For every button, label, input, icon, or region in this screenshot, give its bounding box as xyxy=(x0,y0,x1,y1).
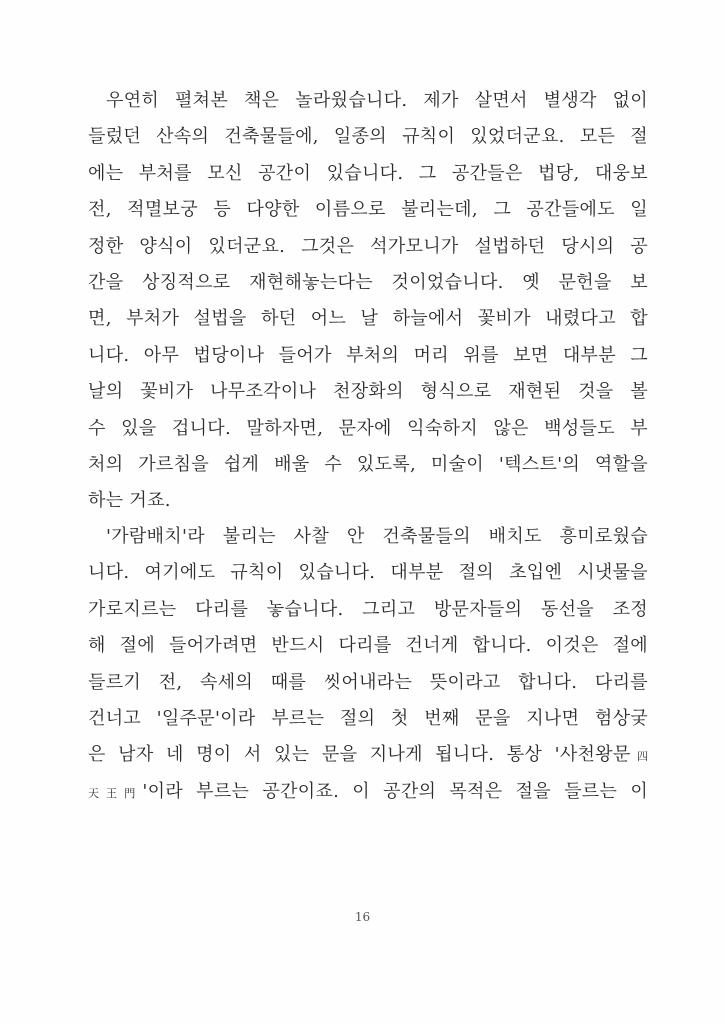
text-line-with-hanja xyxy=(88,774,648,810)
text-line: 처의 가르침을 쉽게 배울 수 있도록, 미술이 '텍스트'의 역할을 xyxy=(88,453,648,475)
text-line: 니다. 여기에도 규칙이 있습니다. 대부분 절의 초입엔 시냇물을 xyxy=(88,562,648,584)
text-line: 정한 양식이 있더군요. 그것은 석가모니가 설법하던 당시의 공 xyxy=(88,235,648,257)
hanja-annotation: 四 xyxy=(630,750,649,764)
text-line: '가람배치'라 불리는 사찰 안 건축물들의 배치도 흥미로웠습 xyxy=(106,526,648,547)
paragraph-2 xyxy=(88,519,648,810)
text-line: 수 있을 겁니다. 말하자면, 문자에 익숙하지 않은 백성들도 부 xyxy=(88,417,648,439)
text-line: 날의 꽃비가 나무조각이나 천장화의 형식으로 재현된 것을 볼 xyxy=(88,381,648,403)
text-line: 해 절에 들어가려면 반드시 다리를 건너게 합니다. 이것은 절에 xyxy=(88,635,648,657)
page-number: 16 xyxy=(354,910,371,924)
text-line: 우연히 펼쳐본 책은 놀라웠습니다. 제가 살면서 별생각 없이 xyxy=(106,90,648,111)
text-line: 건너고 '일주문'이라 부르는 절의 첫 번째 문을 지나면 험상궂 xyxy=(88,707,648,729)
text-line: 들렀던 산속의 건축물들에, 일종의 규칙이 있었더군요. 모든 절 xyxy=(88,126,648,148)
text-line: 가로지르는 다리를 놓습니다. 그리고 방문자들의 동선을 조정 xyxy=(88,598,648,620)
text-segment: 은 남자 네 명이 서 있는 문을 지나게 됩니다. 통상 '사천왕문 xyxy=(88,744,631,766)
text-line: 전, 적멸보궁 등 다양한 이름으로 불리는데, 그 공간들에도 일 xyxy=(88,199,648,221)
text-line: 니다. 아무 법당이나 들어가 부처의 머리 위를 보면 대부분 그 xyxy=(88,344,648,366)
hanja-annotation: 天王門 xyxy=(88,786,143,800)
text-line: 들르기 전, 속세의 때를 씻어내라는 뜻이라고 합니다. 다리를 xyxy=(88,671,648,693)
text-line: 에는 부처를 모신 공간이 있습니다. 그 공간들은 법당, 대웅보 xyxy=(88,162,648,184)
text-line: 간을 상징적으로 재현해놓는다는 것이었습니다. 옛 문헌을 보 xyxy=(88,271,648,293)
text-line-with-hanja xyxy=(88,737,648,773)
text-line: 하는 거죠. xyxy=(88,490,171,512)
paragraph-1 xyxy=(88,83,648,520)
text-line: 면, 부처가 설법을 하던 어느 날 하늘에서 꽃비가 내렸다고 합 xyxy=(88,308,648,330)
text-segment: '이라 부르는 공간이죠. 이 공간의 목적은 절을 들르는 이 xyxy=(142,780,649,802)
